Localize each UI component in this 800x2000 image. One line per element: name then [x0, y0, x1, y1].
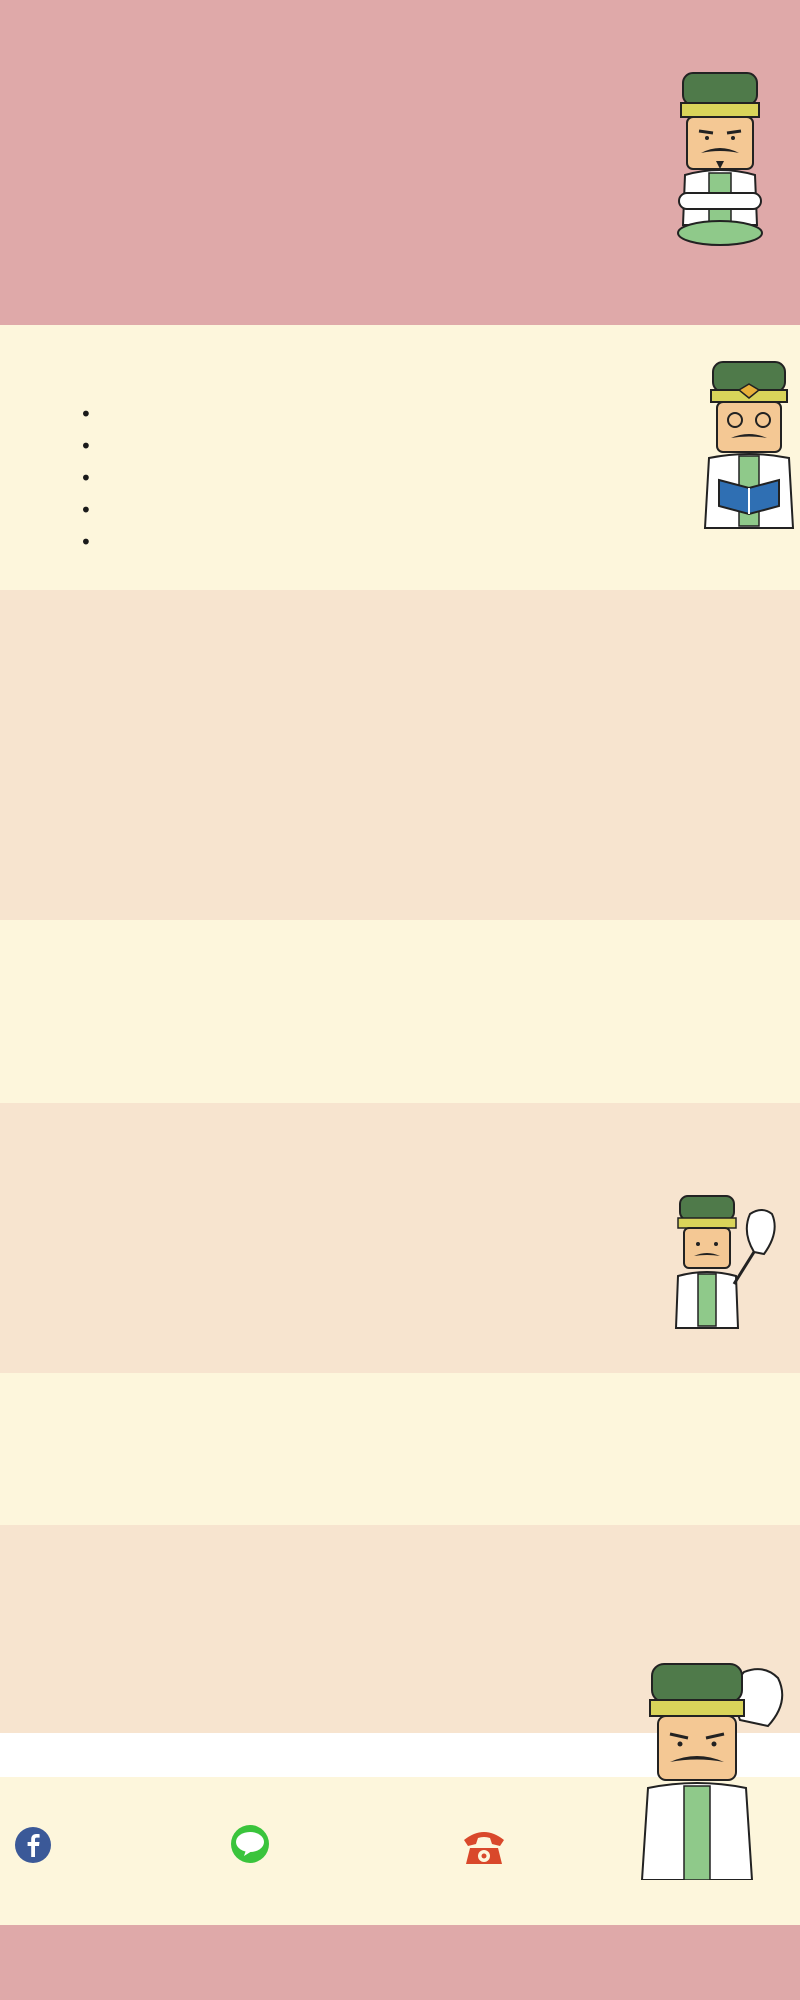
conclusion-section — [0, 920, 800, 1103]
list-item — [80, 398, 92, 430]
facebook-icon — [14, 1826, 52, 1864]
tax-mascot-reading-icon — [695, 358, 800, 533]
facebook-link[interactable] — [14, 1826, 66, 1864]
next-year-section — [0, 1373, 800, 1525]
answer-section-1 — [0, 590, 800, 920]
line-link[interactable] — [230, 1824, 274, 1864]
intro-section — [0, 325, 800, 590]
list-item — [80, 526, 92, 558]
tax-mascot-fan-icon — [672, 1192, 782, 1332]
scalloped-divider-bottom — [0, 1895, 800, 2000]
tax-mascot-bottom-icon — [640, 1660, 800, 1880]
tax-mascot-arms-crossed-icon — [665, 65, 775, 250]
list-item — [80, 430, 92, 462]
line-icon — [230, 1824, 270, 1864]
concerns-list — [80, 398, 92, 558]
phone-icon — [460, 1826, 508, 1866]
list-item — [80, 462, 92, 494]
list-item — [80, 494, 92, 526]
